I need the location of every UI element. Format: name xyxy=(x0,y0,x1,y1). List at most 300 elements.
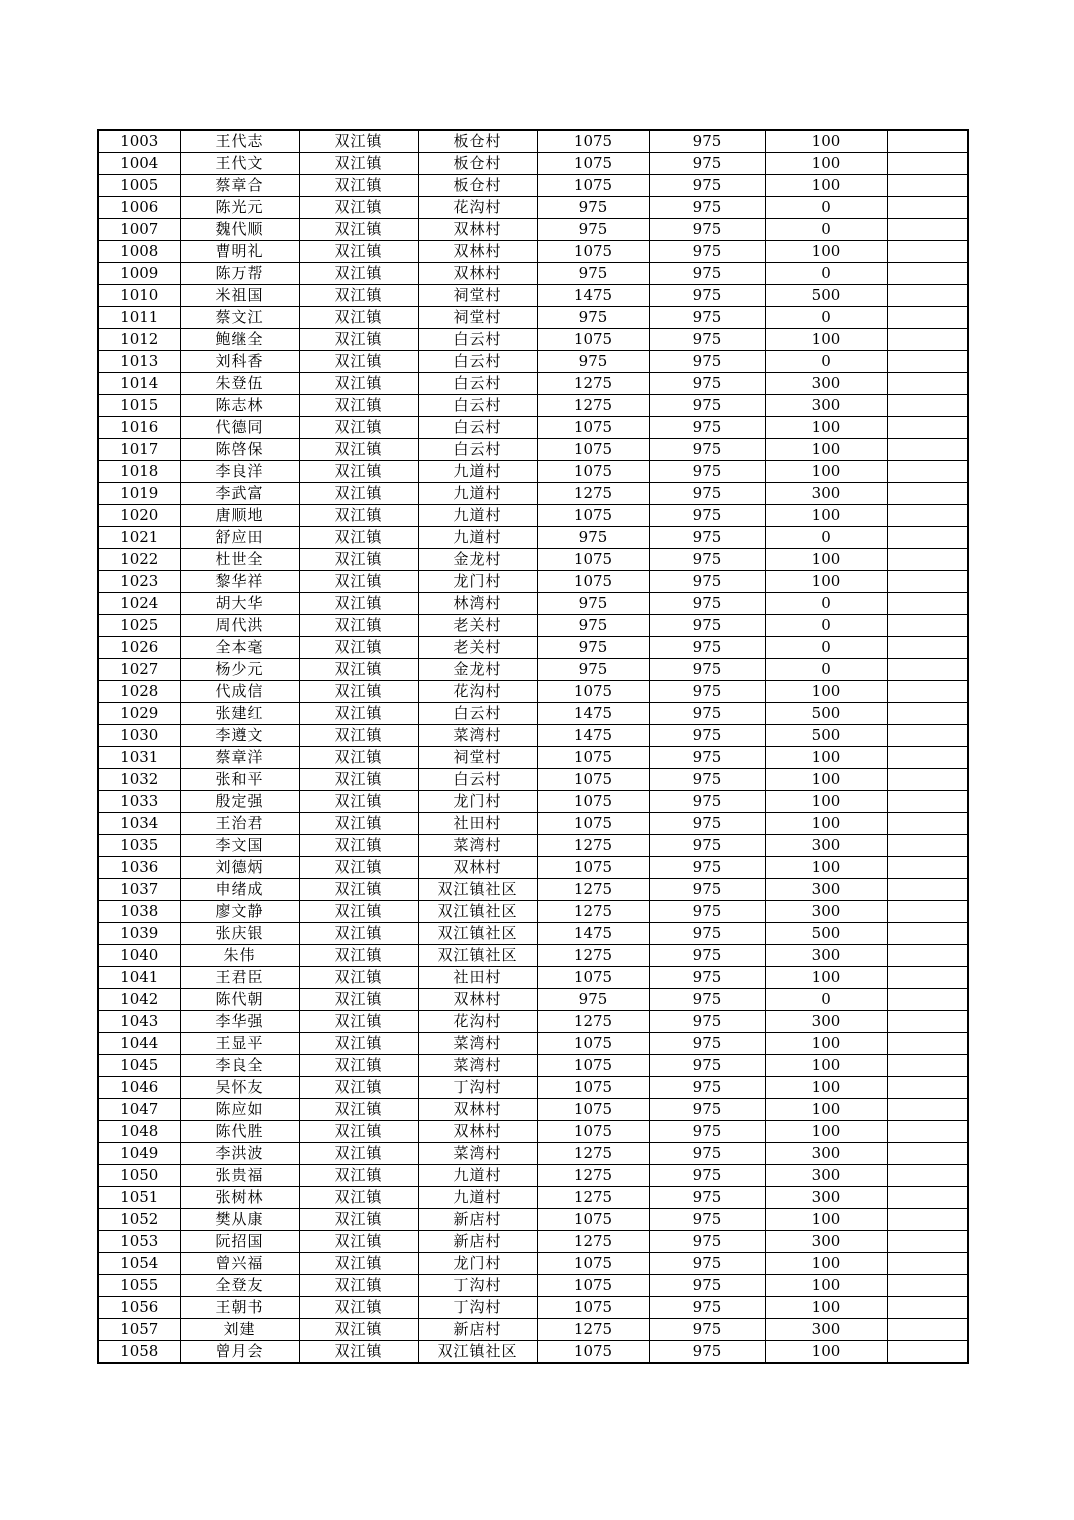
village-cell: 龙门村 xyxy=(418,791,537,813)
row-id-cell: 1009 xyxy=(98,263,180,285)
town-cell: 双江镇 xyxy=(299,373,418,395)
name-cell: 蔡章洋 xyxy=(180,747,299,769)
row-id-cell: 1043 xyxy=(98,1011,180,1033)
table-row xyxy=(98,461,968,483)
amount-total-cell: 1275 xyxy=(537,1165,649,1187)
name-cell: 刘科香 xyxy=(180,351,299,373)
amount-total-cell: 1275 xyxy=(537,395,649,417)
row-id-cell: 1034 xyxy=(98,813,180,835)
amount-diff-cell: 100 xyxy=(765,130,887,153)
amount-total-cell: 1275 xyxy=(537,1011,649,1033)
amount-base-cell: 975 xyxy=(649,1143,765,1165)
amount-total-cell: 1075 xyxy=(537,1099,649,1121)
table-row xyxy=(98,1165,968,1187)
amount-diff-cell: 300 xyxy=(765,1319,887,1341)
name-cell: 陈应如 xyxy=(180,1099,299,1121)
remark-cell xyxy=(887,197,968,219)
village-cell: 双江镇社区 xyxy=(418,923,537,945)
amount-base-cell: 975 xyxy=(649,857,765,879)
name-cell: 吴怀友 xyxy=(180,1077,299,1099)
amount-base-cell: 975 xyxy=(649,505,765,527)
remark-cell xyxy=(887,725,968,747)
amount-base-cell: 975 xyxy=(649,1319,765,1341)
table-row xyxy=(98,1297,968,1319)
remark-cell xyxy=(887,1231,968,1253)
town-cell: 双江镇 xyxy=(299,527,418,549)
amount-diff-cell: 100 xyxy=(765,813,887,835)
amount-base-cell: 975 xyxy=(649,593,765,615)
village-cell: 菜湾村 xyxy=(418,835,537,857)
village-cell: 新店村 xyxy=(418,1319,537,1341)
name-cell: 米祖国 xyxy=(180,285,299,307)
amount-total-cell: 975 xyxy=(537,263,649,285)
amount-diff-cell: 100 xyxy=(765,769,887,791)
remark-cell xyxy=(887,989,968,1011)
village-cell: 白云村 xyxy=(418,395,537,417)
row-id-cell: 1020 xyxy=(98,505,180,527)
table-row xyxy=(98,967,968,989)
row-id-cell: 1033 xyxy=(98,791,180,813)
remark-cell xyxy=(887,461,968,483)
table-row xyxy=(98,703,968,725)
amount-diff-cell: 100 xyxy=(765,967,887,989)
amount-base-cell: 975 xyxy=(649,263,765,285)
amount-total-cell: 1275 xyxy=(537,1319,649,1341)
table-row xyxy=(98,659,968,681)
name-cell: 王代志 xyxy=(180,130,299,153)
town-cell: 双江镇 xyxy=(299,1077,418,1099)
amount-diff-cell: 300 xyxy=(765,945,887,967)
town-cell: 双江镇 xyxy=(299,857,418,879)
table-row xyxy=(98,417,968,439)
remark-cell xyxy=(887,791,968,813)
amount-base-cell: 975 xyxy=(649,1341,765,1364)
amount-total-cell: 975 xyxy=(537,351,649,373)
table-row xyxy=(98,615,968,637)
amount-diff-cell: 500 xyxy=(765,285,887,307)
amount-base-cell: 975 xyxy=(649,945,765,967)
table-row xyxy=(98,1033,968,1055)
town-cell: 双江镇 xyxy=(299,1319,418,1341)
table-row xyxy=(98,483,968,505)
amount-base-cell: 975 xyxy=(649,703,765,725)
table-row xyxy=(98,1231,968,1253)
table-row xyxy=(98,549,968,571)
name-cell: 唐顺地 xyxy=(180,505,299,527)
remark-cell xyxy=(887,285,968,307)
village-cell: 九道村 xyxy=(418,461,537,483)
remark-cell xyxy=(887,549,968,571)
name-cell: 李华强 xyxy=(180,1011,299,1033)
row-id-cell: 1019 xyxy=(98,483,180,505)
amount-base-cell: 975 xyxy=(649,967,765,989)
amount-total-cell: 1075 xyxy=(537,1297,649,1319)
row-id-cell: 1044 xyxy=(98,1033,180,1055)
village-cell: 双江镇社区 xyxy=(418,1341,537,1364)
amount-base-cell: 975 xyxy=(649,527,765,549)
town-cell: 双江镇 xyxy=(299,1253,418,1275)
remark-cell xyxy=(887,681,968,703)
remark-cell xyxy=(887,923,968,945)
row-id-cell: 1056 xyxy=(98,1297,180,1319)
amount-total-cell: 1275 xyxy=(537,879,649,901)
name-cell: 蔡章合 xyxy=(180,175,299,197)
village-cell: 双江镇社区 xyxy=(418,945,537,967)
village-cell: 九道村 xyxy=(418,483,537,505)
name-cell: 蔡文江 xyxy=(180,307,299,329)
village-cell: 双江镇社区 xyxy=(418,901,537,923)
amount-total-cell: 1075 xyxy=(537,329,649,351)
table-row xyxy=(98,505,968,527)
amount-total-cell: 975 xyxy=(537,219,649,241)
village-cell: 金龙村 xyxy=(418,659,537,681)
village-cell: 九道村 xyxy=(418,527,537,549)
table-row xyxy=(98,681,968,703)
amount-total-cell: 1275 xyxy=(537,1143,649,1165)
amount-total-cell: 1075 xyxy=(537,1121,649,1143)
row-id-cell: 1025 xyxy=(98,615,180,637)
amount-total-cell: 1075 xyxy=(537,241,649,263)
town-cell: 双江镇 xyxy=(299,351,418,373)
amount-base-cell: 975 xyxy=(649,153,765,175)
name-cell: 张建红 xyxy=(180,703,299,725)
village-cell: 双林村 xyxy=(418,219,537,241)
town-cell: 双江镇 xyxy=(299,130,418,153)
remark-cell xyxy=(887,1253,968,1275)
table-row xyxy=(98,835,968,857)
village-cell: 菜湾村 xyxy=(418,725,537,747)
data-table xyxy=(97,129,969,1364)
table-row xyxy=(98,241,968,263)
amount-diff-cell: 100 xyxy=(765,417,887,439)
row-id-cell: 1045 xyxy=(98,1055,180,1077)
table-row xyxy=(98,1055,968,1077)
row-id-cell: 1038 xyxy=(98,901,180,923)
amount-diff-cell: 0 xyxy=(765,219,887,241)
name-cell: 李遵文 xyxy=(180,725,299,747)
name-cell: 廖文静 xyxy=(180,901,299,923)
row-id-cell: 1005 xyxy=(98,175,180,197)
village-cell: 新店村 xyxy=(418,1209,537,1231)
remark-cell xyxy=(887,505,968,527)
amount-total-cell: 975 xyxy=(537,593,649,615)
amount-base-cell: 975 xyxy=(649,1121,765,1143)
amount-total-cell: 1075 xyxy=(537,1077,649,1099)
town-cell: 双江镇 xyxy=(299,1099,418,1121)
remark-cell xyxy=(887,307,968,329)
amount-diff-cell: 100 xyxy=(765,175,887,197)
village-cell: 花沟村 xyxy=(418,1011,537,1033)
table-row xyxy=(98,395,968,417)
town-cell: 双江镇 xyxy=(299,1143,418,1165)
village-cell: 社田村 xyxy=(418,813,537,835)
amount-total-cell: 1075 xyxy=(537,175,649,197)
amount-base-cell: 975 xyxy=(649,549,765,571)
row-id-cell: 1027 xyxy=(98,659,180,681)
table-row xyxy=(98,1275,968,1297)
amount-diff-cell: 100 xyxy=(765,1121,887,1143)
name-cell: 陈代胜 xyxy=(180,1121,299,1143)
amount-total-cell: 975 xyxy=(537,197,649,219)
town-cell: 双江镇 xyxy=(299,725,418,747)
amount-diff-cell: 100 xyxy=(765,1341,887,1364)
amount-diff-cell: 0 xyxy=(765,351,887,373)
row-id-cell: 1017 xyxy=(98,439,180,461)
town-cell: 双江镇 xyxy=(299,549,418,571)
amount-diff-cell: 0 xyxy=(765,615,887,637)
village-cell: 板仓村 xyxy=(418,153,537,175)
village-cell: 双林村 xyxy=(418,263,537,285)
town-cell: 双江镇 xyxy=(299,703,418,725)
amount-total-cell: 1075 xyxy=(537,461,649,483)
name-cell: 刘德炳 xyxy=(180,857,299,879)
name-cell: 曹明礼 xyxy=(180,241,299,263)
amount-diff-cell: 100 xyxy=(765,1253,887,1275)
name-cell: 胡大华 xyxy=(180,593,299,615)
amount-total-cell: 1075 xyxy=(537,549,649,571)
row-id-cell: 1040 xyxy=(98,945,180,967)
name-cell: 樊从康 xyxy=(180,1209,299,1231)
remark-cell xyxy=(887,351,968,373)
name-cell: 申绪成 xyxy=(180,879,299,901)
amount-base-cell: 975 xyxy=(649,813,765,835)
town-cell: 双江镇 xyxy=(299,967,418,989)
table-row xyxy=(98,1121,968,1143)
town-cell: 双江镇 xyxy=(299,791,418,813)
remark-cell xyxy=(887,130,968,153)
amount-base-cell: 975 xyxy=(649,1055,765,1077)
table-row xyxy=(98,769,968,791)
village-cell: 祠堂村 xyxy=(418,285,537,307)
village-cell: 板仓村 xyxy=(418,175,537,197)
amount-diff-cell: 0 xyxy=(765,989,887,1011)
amount-base-cell: 975 xyxy=(649,1275,765,1297)
town-cell: 双江镇 xyxy=(299,1341,418,1364)
remark-cell xyxy=(887,1099,968,1121)
remark-cell xyxy=(887,1055,968,1077)
table-row xyxy=(98,879,968,901)
row-id-cell: 1028 xyxy=(98,681,180,703)
table-row xyxy=(98,593,968,615)
table-row xyxy=(98,813,968,835)
name-cell: 张贵福 xyxy=(180,1165,299,1187)
remark-cell xyxy=(887,1209,968,1231)
table-row xyxy=(98,130,968,153)
table-row xyxy=(98,1209,968,1231)
name-cell: 李文国 xyxy=(180,835,299,857)
amount-base-cell: 975 xyxy=(649,879,765,901)
amount-base-cell: 975 xyxy=(649,725,765,747)
row-id-cell: 1014 xyxy=(98,373,180,395)
row-id-cell: 1018 xyxy=(98,461,180,483)
amount-diff-cell: 0 xyxy=(765,659,887,681)
name-cell: 鲍继全 xyxy=(180,329,299,351)
town-cell: 双江镇 xyxy=(299,1231,418,1253)
remark-cell xyxy=(887,571,968,593)
remark-cell xyxy=(887,373,968,395)
table-row xyxy=(98,153,968,175)
town-cell: 双江镇 xyxy=(299,1209,418,1231)
amount-diff-cell: 300 xyxy=(765,395,887,417)
remark-cell xyxy=(887,241,968,263)
amount-total-cell: 1275 xyxy=(537,483,649,505)
remark-cell xyxy=(887,945,968,967)
village-cell: 老关村 xyxy=(418,615,537,637)
village-cell: 祠堂村 xyxy=(418,747,537,769)
village-cell: 祠堂村 xyxy=(418,307,537,329)
remark-cell xyxy=(887,439,968,461)
table-row xyxy=(98,747,968,769)
amount-base-cell: 975 xyxy=(649,439,765,461)
remark-cell xyxy=(887,813,968,835)
amount-total-cell: 1075 xyxy=(537,791,649,813)
table-row xyxy=(98,1011,968,1033)
row-id-cell: 1008 xyxy=(98,241,180,263)
village-cell: 白云村 xyxy=(418,351,537,373)
row-id-cell: 1036 xyxy=(98,857,180,879)
remark-cell xyxy=(887,901,968,923)
row-id-cell: 1012 xyxy=(98,329,180,351)
amount-diff-cell: 100 xyxy=(765,329,887,351)
name-cell: 张和平 xyxy=(180,769,299,791)
amount-diff-cell: 0 xyxy=(765,263,887,285)
amount-diff-cell: 0 xyxy=(765,593,887,615)
town-cell: 双江镇 xyxy=(299,197,418,219)
row-id-cell: 1004 xyxy=(98,153,180,175)
amount-diff-cell: 100 xyxy=(765,1099,887,1121)
name-cell: 李武富 xyxy=(180,483,299,505)
town-cell: 双江镇 xyxy=(299,263,418,285)
amount-base-cell: 975 xyxy=(649,1297,765,1319)
name-cell: 朱登伍 xyxy=(180,373,299,395)
remark-cell xyxy=(887,1187,968,1209)
remark-cell xyxy=(887,395,968,417)
amount-total-cell: 1075 xyxy=(537,505,649,527)
village-cell: 社田村 xyxy=(418,967,537,989)
village-cell: 菜湾村 xyxy=(418,1055,537,1077)
table-row xyxy=(98,307,968,329)
village-cell: 板仓村 xyxy=(418,130,537,153)
amount-base-cell: 975 xyxy=(649,637,765,659)
village-cell: 白云村 xyxy=(418,417,537,439)
amount-diff-cell: 100 xyxy=(765,791,887,813)
name-cell: 王君臣 xyxy=(180,967,299,989)
amount-base-cell: 975 xyxy=(649,615,765,637)
village-cell: 白云村 xyxy=(418,769,537,791)
table-row xyxy=(98,901,968,923)
town-cell: 双江镇 xyxy=(299,241,418,263)
table-row xyxy=(98,219,968,241)
village-cell: 九道村 xyxy=(418,505,537,527)
village-cell: 白云村 xyxy=(418,703,537,725)
town-cell: 双江镇 xyxy=(299,1297,418,1319)
row-id-cell: 1026 xyxy=(98,637,180,659)
row-id-cell: 1021 xyxy=(98,527,180,549)
remark-cell xyxy=(887,967,968,989)
amount-base-cell: 975 xyxy=(649,1165,765,1187)
remark-cell xyxy=(887,857,968,879)
remark-cell xyxy=(887,615,968,637)
table-row xyxy=(98,1099,968,1121)
amount-diff-cell: 0 xyxy=(765,307,887,329)
amount-total-cell: 1475 xyxy=(537,725,649,747)
town-cell: 双江镇 xyxy=(299,1033,418,1055)
amount-base-cell: 975 xyxy=(649,989,765,1011)
town-cell: 双江镇 xyxy=(299,1055,418,1077)
table-row xyxy=(98,373,968,395)
table-row xyxy=(98,857,968,879)
town-cell: 双江镇 xyxy=(299,483,418,505)
table-row xyxy=(98,1253,968,1275)
name-cell: 朱伟 xyxy=(180,945,299,967)
amount-total-cell: 1475 xyxy=(537,703,649,725)
row-id-cell: 1055 xyxy=(98,1275,180,1297)
row-id-cell: 1023 xyxy=(98,571,180,593)
amount-base-cell: 975 xyxy=(649,130,765,153)
village-cell: 老关村 xyxy=(418,637,537,659)
table-row xyxy=(98,1187,968,1209)
name-cell: 陈志林 xyxy=(180,395,299,417)
town-cell: 双江镇 xyxy=(299,769,418,791)
amount-base-cell: 975 xyxy=(649,461,765,483)
village-cell: 双林村 xyxy=(418,1099,537,1121)
amount-base-cell: 975 xyxy=(649,351,765,373)
amount-diff-cell: 0 xyxy=(765,637,887,659)
name-cell: 王治君 xyxy=(180,813,299,835)
amount-total-cell: 1075 xyxy=(537,1055,649,1077)
name-cell: 王显平 xyxy=(180,1033,299,1055)
remark-cell xyxy=(887,1341,968,1364)
amount-diff-cell: 500 xyxy=(765,703,887,725)
name-cell: 代成信 xyxy=(180,681,299,703)
table-row xyxy=(98,197,968,219)
amount-base-cell: 975 xyxy=(649,1099,765,1121)
amount-base-cell: 975 xyxy=(649,241,765,263)
amount-base-cell: 975 xyxy=(649,373,765,395)
name-cell: 陈啓保 xyxy=(180,439,299,461)
row-id-cell: 1029 xyxy=(98,703,180,725)
village-cell: 林湾村 xyxy=(418,593,537,615)
row-id-cell: 1032 xyxy=(98,769,180,791)
amount-total-cell: 975 xyxy=(537,615,649,637)
name-cell: 舒应田 xyxy=(180,527,299,549)
remark-cell xyxy=(887,1165,968,1187)
remark-cell xyxy=(887,483,968,505)
town-cell: 双江镇 xyxy=(299,637,418,659)
village-cell: 双江镇社区 xyxy=(418,879,537,901)
name-cell: 黎华祥 xyxy=(180,571,299,593)
amount-base-cell: 975 xyxy=(649,1231,765,1253)
table-row xyxy=(98,989,968,1011)
name-cell: 阮招国 xyxy=(180,1231,299,1253)
town-cell: 双江镇 xyxy=(299,835,418,857)
amount-total-cell: 1475 xyxy=(537,923,649,945)
remark-cell xyxy=(887,219,968,241)
amount-total-cell: 1275 xyxy=(537,373,649,395)
village-cell: 花沟村 xyxy=(418,681,537,703)
amount-total-cell: 1075 xyxy=(537,1253,649,1275)
town-cell: 双江镇 xyxy=(299,329,418,351)
town-cell: 双江镇 xyxy=(299,395,418,417)
amount-base-cell: 975 xyxy=(649,1187,765,1209)
amount-base-cell: 975 xyxy=(649,1011,765,1033)
amount-total-cell: 1075 xyxy=(537,153,649,175)
amount-diff-cell: 300 xyxy=(765,879,887,901)
amount-total-cell: 1075 xyxy=(537,439,649,461)
row-id-cell: 1022 xyxy=(98,549,180,571)
town-cell: 双江镇 xyxy=(299,593,418,615)
amount-diff-cell: 300 xyxy=(765,373,887,395)
